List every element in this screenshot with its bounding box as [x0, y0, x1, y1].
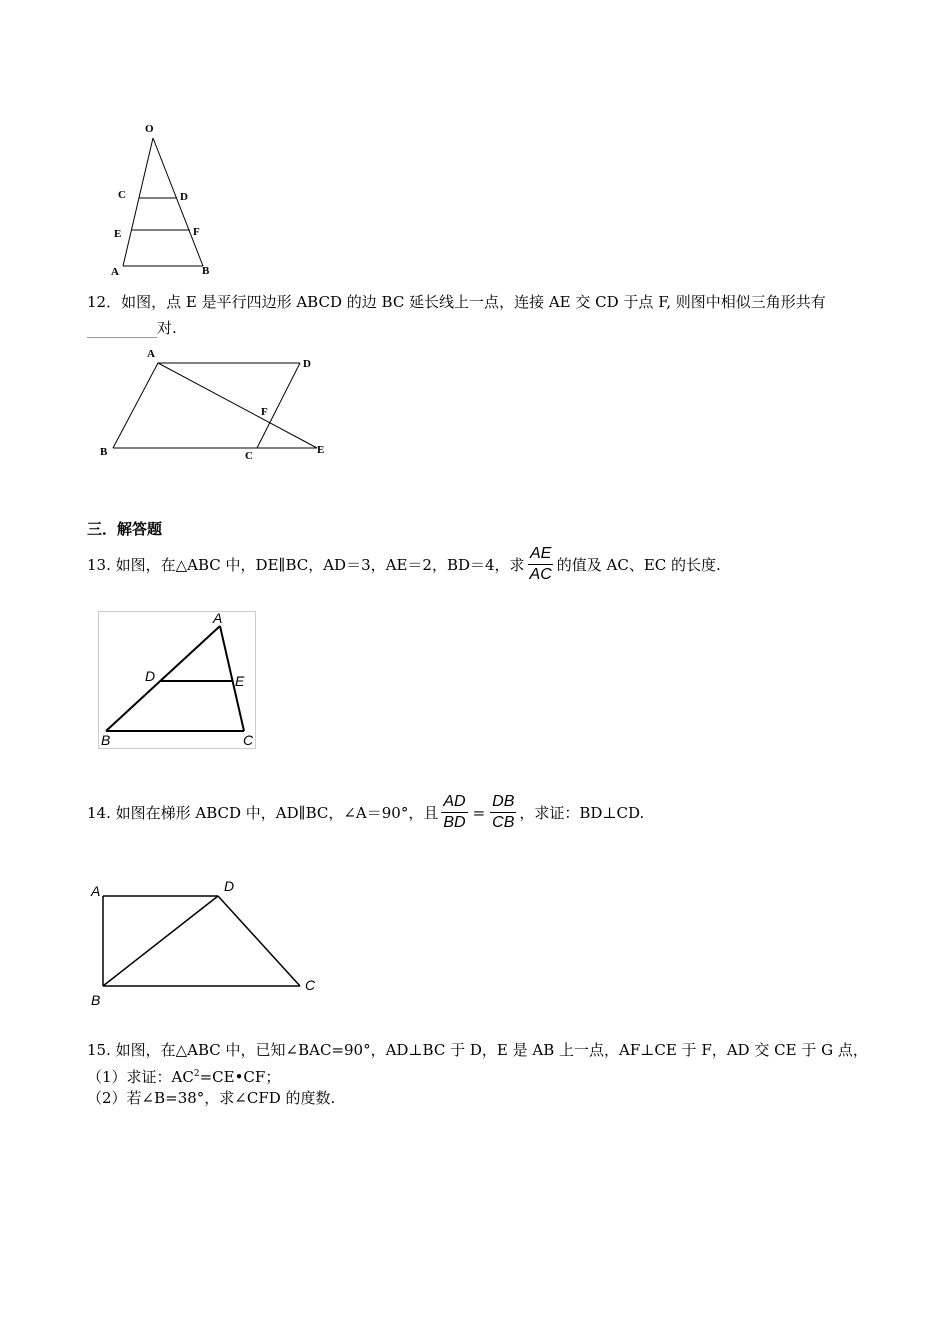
label-c: C	[118, 189, 126, 201]
fraction-numerator: AE	[528, 544, 553, 565]
label-b: B	[101, 732, 111, 748]
figure-parallelogram	[95, 343, 340, 463]
label-f: F	[261, 406, 268, 418]
question-14	[87, 792, 644, 833]
label-e: E	[114, 228, 122, 240]
answer-blank[interactable]	[87, 323, 157, 338]
q13-prefix: 13. 如图，在△ABC 中，DE∥BC，AD＝3，AE＝2，BD＝4，求	[87, 555, 525, 574]
question-15-line1: 15. 如图，在△ABC 中，已知∠BAC=90°，AD⊥BC 于 D，E 是 AB 上一点，AF⊥CE 于 F，AD 交 CE 于 G 点，	[87, 1041, 868, 1059]
edge-dc	[218, 896, 300, 986]
fraction-denominator: AC	[529, 566, 552, 583]
question-12-answer-line	[87, 318, 177, 338]
q12-suffix: 对.	[157, 319, 177, 337]
question-15-part2: （2）若∠B=38°，求∠CFD 的度数.	[87, 1089, 336, 1107]
label-b: B	[202, 265, 210, 277]
section-heading: 三．解答题	[87, 520, 163, 538]
exponent: 2	[193, 1069, 200, 1079]
label-a: A	[147, 348, 155, 360]
fraction-numerator: DB	[490, 792, 516, 813]
label-a: A	[111, 266, 119, 278]
edge-ob	[153, 138, 203, 266]
q15-part1-suffix: =CE•CF；	[199, 1068, 281, 1086]
label-d: D	[180, 191, 188, 203]
figure-triangle-abc	[98, 611, 256, 749]
fraction-denominator: CB	[492, 814, 515, 831]
q15-part1-prefix: （1）求证：AC	[87, 1068, 194, 1086]
label-d: D	[145, 668, 156, 684]
label-c: C	[243, 732, 254, 748]
fraction-numerator: AD	[441, 792, 467, 813]
edge-oa	[123, 138, 153, 266]
label-c: C	[305, 977, 316, 993]
equals-sign: =	[472, 803, 486, 822]
figure-triangle-oab	[105, 118, 225, 280]
q13-suffix: 的值及 AC、EC 的长度.	[556, 555, 721, 574]
question-15-part1	[87, 1064, 280, 1087]
label-d: D	[303, 358, 311, 370]
label-a: A	[91, 883, 101, 899]
label-d: D	[224, 878, 235, 894]
figure-trapezoid	[86, 873, 326, 1013]
label-c: C	[245, 450, 253, 462]
fraction-ad-over-bd	[441, 792, 467, 833]
label-e: E	[235, 673, 245, 689]
label-e: E	[317, 444, 325, 456]
edge-ab	[106, 626, 220, 731]
question-12	[87, 292, 826, 312]
label-a: A	[213, 611, 223, 626]
q12-text: 12．如图，点 E 是平行四边形 ABCD 的边 BC 延长线上一点，连接 AE 交 CD 于点 F, 则图中相似三角形共有	[87, 293, 826, 311]
label-b: B	[100, 446, 108, 458]
q14-suffix: ，求证：BD⊥CD.	[519, 803, 645, 822]
fraction-ae-over-ac	[528, 544, 554, 585]
q14-prefix: 14. 如图在梯形 ABCD 中，AD∥BC，∠A＝90°，且	[87, 803, 439, 822]
edge-ab	[113, 363, 158, 448]
fraction-denominator: BD	[443, 814, 466, 831]
question-13	[87, 544, 721, 585]
fraction-db-over-cb	[490, 792, 516, 833]
segment-bd	[103, 896, 218, 986]
label-o: O	[145, 123, 154, 135]
label-f: F	[193, 226, 200, 238]
label-b: B	[91, 992, 101, 1008]
